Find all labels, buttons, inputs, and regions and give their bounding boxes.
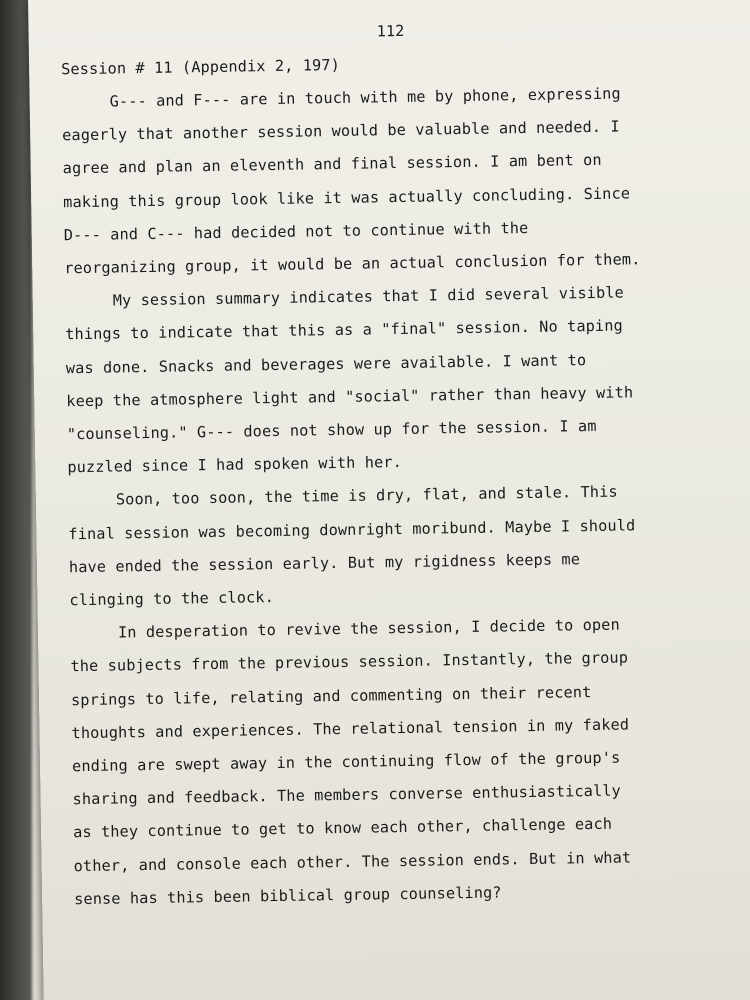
text-line: other, and console each other. The session ends. But in what [73,848,632,875]
text-line: "counseling." G--- does not show up for the session. I am [66,416,597,444]
session-heading: Session # 11 (Appendix 2, 197) [60,55,341,79]
text-line: eagerly that another session would be valuable and needed. I [62,117,620,145]
text-line: D--- and C--- had decided not to continue with the [63,218,529,245]
page-content [60,15,724,916]
text-line: sense has this been biblical group counseling? [74,883,502,909]
text-line: My session summary indicates that I did several visible [112,283,625,310]
page-number: 112 [376,21,405,41]
typed-page [28,0,750,1000]
text-line: In desperation to revive the session, I decide to open [117,615,620,642]
text-line: agree and plan an eleventh and final session. I am bent on [62,151,602,178]
text-line: was done. Snacks and beverages were available. I want to [65,350,587,377]
text-line: puzzled since I had spoken with her. [67,453,403,477]
text-line: things to indicate that this as a "final" session. No taping [65,316,624,344]
paragraph [70,607,725,916]
text-line: have ended the session early. But my rigidness keeps me [68,550,581,577]
text-line: keep the atmosphere light and "social" rather than heavy with [66,383,634,411]
text-line: as they continue to get to know each other, challenge each [72,815,613,842]
text-line: final session was becoming downright moribund. Maybe I should [68,515,636,543]
text-line: the subjects from the previous session. Instantly, the group [70,648,629,676]
text-line: ending are swept away in the continuing flow of the group's [71,748,621,776]
text-line: clinging to the clock. [69,588,275,610]
text-line: Soon, too soon, the time is dry, flat, and stale. This [115,483,618,509]
text-line: thoughts and experiences. The relational tension in my faked [71,715,630,743]
paragraph [61,76,714,285]
body-text [61,76,724,916]
paragraph [68,474,720,617]
text-line: making this group look like it was actually concluding. Since [63,183,631,211]
text-line: G--- and F--- are in touch with me by phone, expressing [109,84,621,111]
text-line: springs to life, relating and commenting on their recent [70,682,592,709]
paragraph [65,275,718,484]
text-line: sharing and feedback. The members converse enthusiastically [72,781,622,809]
text-line: reorganizing group, it would be an actual conclusion for them. [64,250,641,278]
